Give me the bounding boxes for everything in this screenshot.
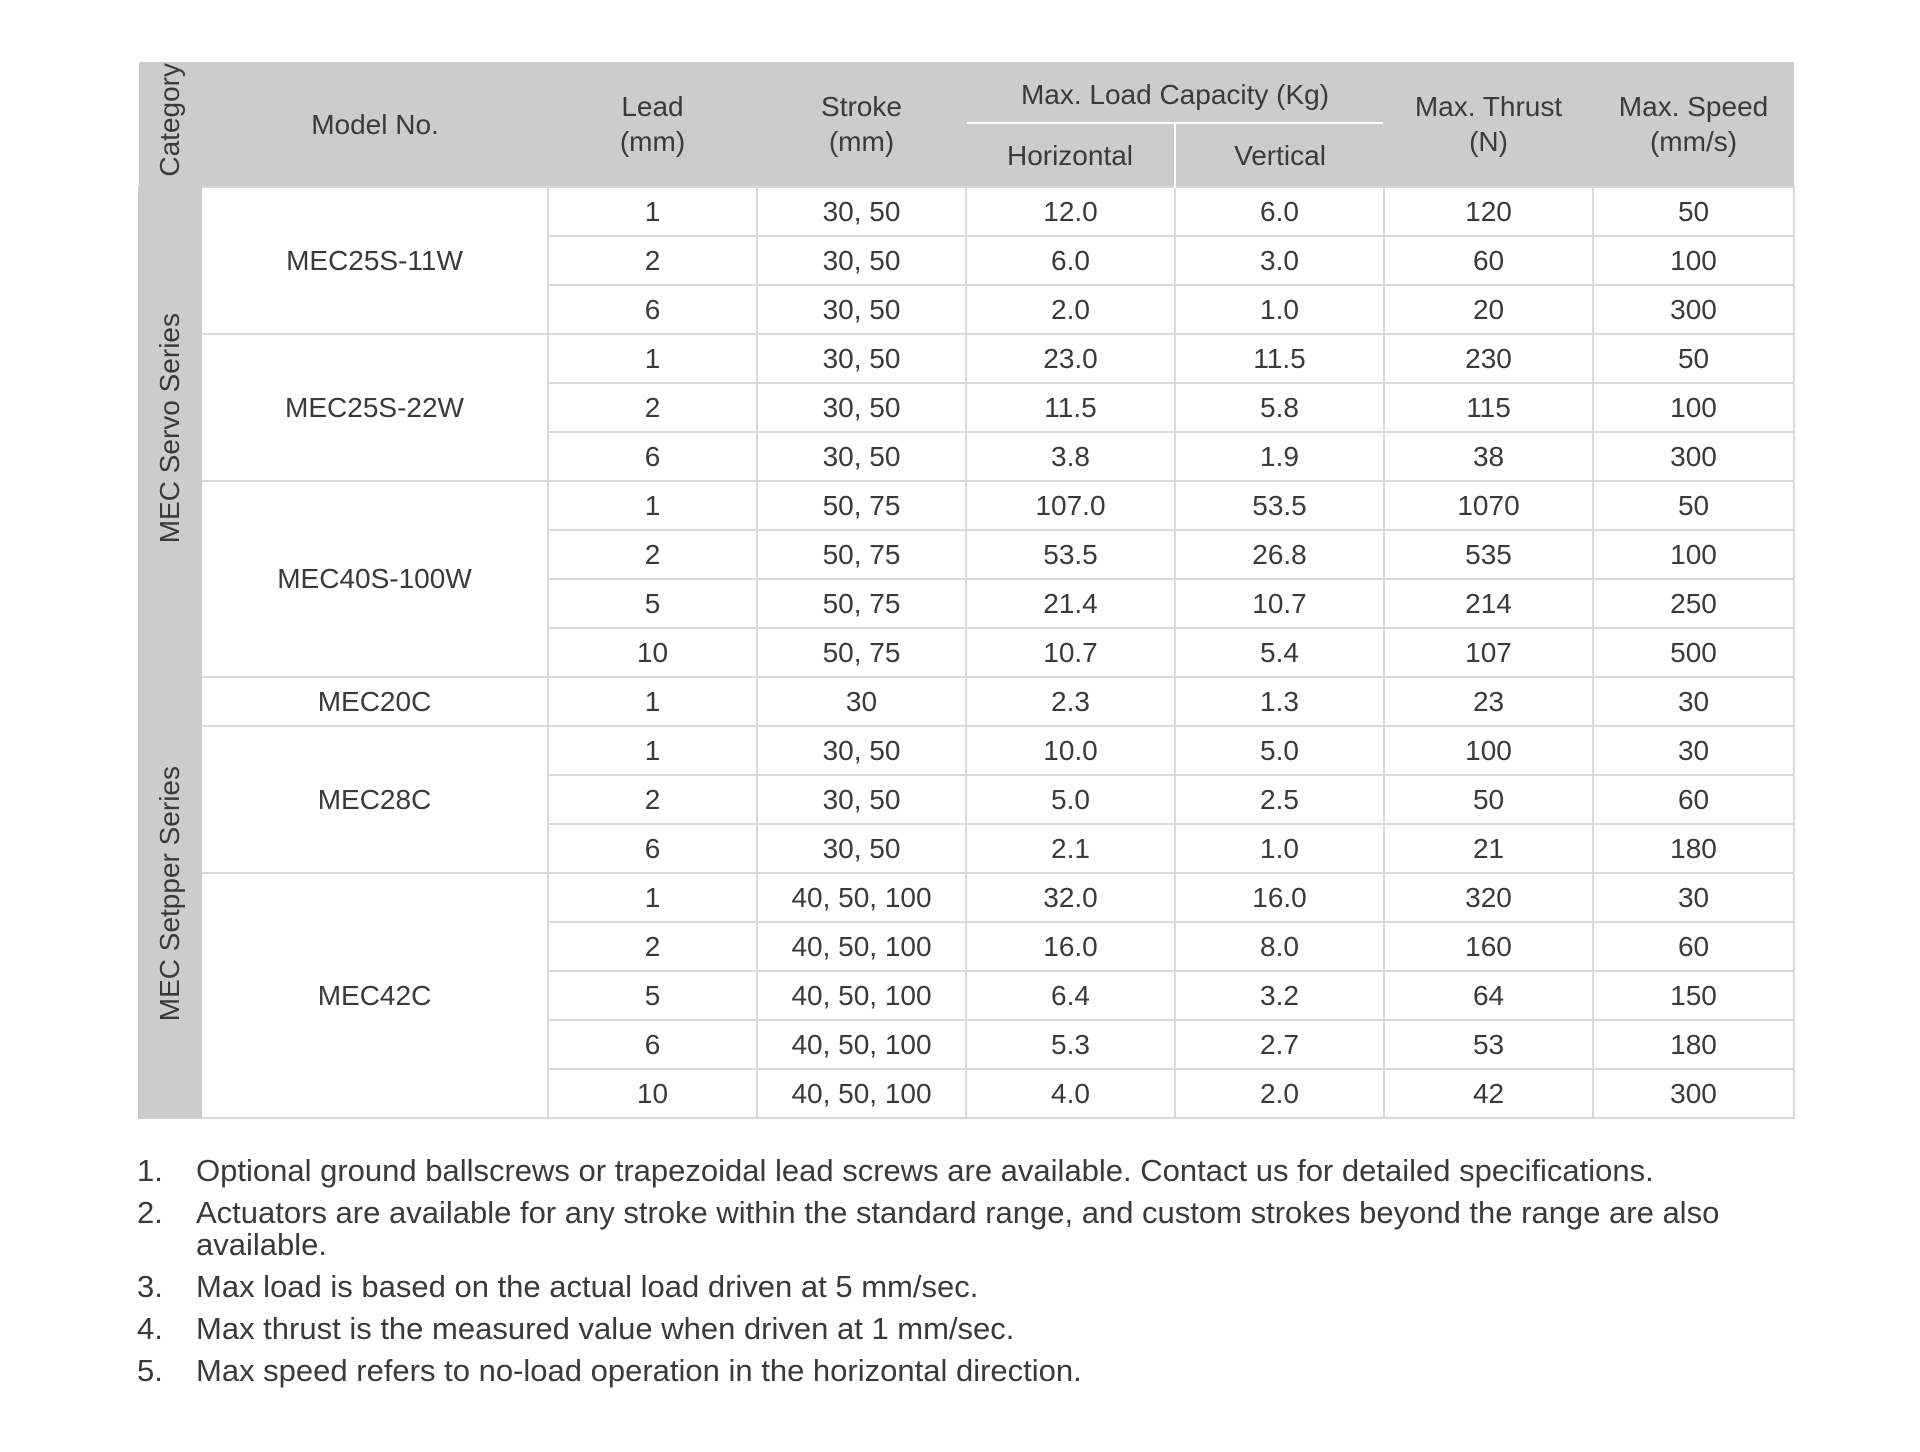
header-model [201, 62, 548, 187]
header-max-thrust [1384, 62, 1593, 187]
table-row [139, 726, 1794, 775]
speed-cell: 50 [1593, 481, 1794, 530]
thrust-cell: 42 [1384, 1069, 1593, 1118]
stroke-cell: 30, 50 [757, 334, 966, 383]
speed-cell: 250 [1593, 579, 1794, 628]
stroke-cell: 40, 50, 100 [757, 873, 966, 922]
header-stroke-label: Stroke (mm) [821, 91, 902, 157]
speed-cell: 300 [1593, 285, 1794, 334]
note-text: Actuators are available for any stroke within the standard range, and custom strokes beyond the range are also available. [196, 1195, 1720, 1262]
stroke-cell: 40, 50, 100 [757, 1020, 966, 1069]
thrust-cell: 214 [1384, 579, 1593, 628]
lead-cell: 6 [548, 1020, 757, 1069]
stroke-cell: 30, 50 [757, 726, 966, 775]
table-row [139, 873, 1794, 922]
horizontal-cell: 2.0 [966, 285, 1175, 334]
vertical-cell: 3.2 [1175, 971, 1384, 1020]
model-cell: MEC42C [201, 873, 548, 1118]
speed-cell: 60 [1593, 775, 1794, 824]
stroke-cell: 30, 50 [757, 285, 966, 334]
speed-cell: 300 [1593, 432, 1794, 481]
stroke-cell: 50, 75 [757, 579, 966, 628]
category-label: MEC Servo Series [154, 313, 185, 544]
header-vertical: Vertical [1175, 124, 1384, 187]
speed-cell: 50 [1593, 334, 1794, 383]
model-cell: MEC28C [201, 726, 548, 873]
lead-cell: 2 [548, 922, 757, 971]
thrust-cell: 115 [1384, 383, 1593, 432]
header-max-speed-label: Max. Speed (mm/s) [1618, 91, 1769, 157]
category-label: MEC Setpper Series [154, 766, 185, 1022]
lead-cell: 1 [548, 873, 757, 922]
horizontal-cell: 32.0 [966, 873, 1175, 922]
lead-cell: 2 [548, 383, 757, 432]
note-text: Max speed refers to no-load operation in the horizontal direction. [196, 1353, 1082, 1388]
header-lead [548, 62, 757, 187]
header-model-label: Model No. [311, 108, 439, 140]
lead-cell: 10 [548, 628, 757, 677]
table-header [139, 62, 1794, 187]
note-number: 1. [137, 1153, 163, 1188]
thrust-cell: 160 [1384, 922, 1593, 971]
speed-cell: 500 [1593, 628, 1794, 677]
vertical-cell: 10.7 [1175, 579, 1384, 628]
thrust-cell: 535 [1384, 530, 1593, 579]
model-cell: MEC20C [201, 677, 548, 726]
note-number: 3. [137, 1269, 163, 1304]
horizontal-cell: 23.0 [966, 334, 1175, 383]
note-text: Max load is based on the actual load driven at 5 mm/sec. [196, 1269, 979, 1304]
thrust-cell: 53 [1384, 1020, 1593, 1069]
lead-cell: 2 [548, 530, 757, 579]
vertical-cell: 53.5 [1175, 481, 1384, 530]
category-cell-servo [139, 187, 201, 677]
note-item [137, 1155, 1797, 1187]
table-body [139, 187, 1794, 1118]
vertical-cell: 1.3 [1175, 677, 1384, 726]
stroke-cell: 30, 50 [757, 383, 966, 432]
stroke-cell: 40, 50, 100 [757, 1069, 966, 1118]
speed-cell: 100 [1593, 236, 1794, 285]
header-max-load [966, 62, 1384, 124]
horizontal-cell: 16.0 [966, 922, 1175, 971]
category-cell-stepper [139, 677, 201, 1118]
horizontal-cell: 10.7 [966, 628, 1175, 677]
note-item [137, 1313, 1797, 1345]
stroke-cell: 30, 50 [757, 187, 966, 236]
thrust-cell: 38 [1384, 432, 1593, 481]
header-max-load-label: Max. Load Capacity (Kg) [967, 77, 1383, 124]
lead-cell: 5 [548, 579, 757, 628]
model-cell: MEC25S-11W [201, 187, 548, 334]
thrust-cell: 1070 [1384, 481, 1593, 530]
note-text: Max thrust is the measured value when driven at 1 mm/sec. [196, 1311, 1015, 1346]
stroke-cell: 50, 75 [757, 530, 966, 579]
vertical-cell: 8.0 [1175, 922, 1384, 971]
lead-cell: 1 [548, 481, 757, 530]
header-category [139, 62, 201, 187]
horizontal-cell: 11.5 [966, 383, 1175, 432]
thrust-cell: 320 [1384, 873, 1593, 922]
thrust-cell: 230 [1384, 334, 1593, 383]
thrust-cell: 20 [1384, 285, 1593, 334]
lead-cell: 1 [548, 726, 757, 775]
lead-cell: 6 [548, 824, 757, 873]
vertical-cell: 1.0 [1175, 285, 1384, 334]
vertical-cell: 1.0 [1175, 824, 1384, 873]
horizontal-cell: 53.5 [966, 530, 1175, 579]
note-number: 4. [137, 1311, 163, 1346]
horizontal-cell: 10.0 [966, 726, 1175, 775]
stroke-cell: 30, 50 [757, 824, 966, 873]
header-max-thrust-label: Max. Thrust (N) [1414, 91, 1563, 157]
table-row [139, 187, 1794, 236]
note-number: 2. [137, 1195, 163, 1230]
speed-cell: 300 [1593, 1069, 1794, 1118]
vertical-cell: 1.9 [1175, 432, 1384, 481]
horizontal-cell: 2.3 [966, 677, 1175, 726]
vertical-cell: 5.4 [1175, 628, 1384, 677]
horizontal-cell: 6.4 [966, 971, 1175, 1020]
note-number: 5. [137, 1353, 163, 1388]
lead-cell: 2 [548, 775, 757, 824]
stroke-cell: 50, 75 [757, 481, 966, 530]
vertical-cell: 2.7 [1175, 1020, 1384, 1069]
thrust-cell: 60 [1384, 236, 1593, 285]
table-row [139, 677, 1794, 726]
vertical-cell: 2.5 [1175, 775, 1384, 824]
note-item [137, 1197, 1797, 1261]
lead-cell: 5 [548, 971, 757, 1020]
stroke-cell: 30, 50 [757, 775, 966, 824]
stroke-cell: 40, 50, 100 [757, 971, 966, 1020]
thrust-cell: 64 [1384, 971, 1593, 1020]
thrust-cell: 50 [1384, 775, 1593, 824]
speed-cell: 150 [1593, 971, 1794, 1020]
stroke-cell: 30, 50 [757, 236, 966, 285]
horizontal-cell: 4.0 [966, 1069, 1175, 1118]
vertical-cell: 5.8 [1175, 383, 1384, 432]
horizontal-cell: 5.3 [966, 1020, 1175, 1069]
lead-cell: 10 [548, 1069, 757, 1118]
vertical-cell: 26.8 [1175, 530, 1384, 579]
vertical-cell: 3.0 [1175, 236, 1384, 285]
horizontal-cell: 107.0 [966, 481, 1175, 530]
header-stroke [757, 62, 966, 187]
speed-cell: 30 [1593, 873, 1794, 922]
model-cell: MEC25S-22W [201, 334, 548, 481]
thrust-cell: 23 [1384, 677, 1593, 726]
stroke-cell: 50, 75 [757, 628, 966, 677]
speed-cell: 50 [1593, 187, 1794, 236]
thrust-cell: 21 [1384, 824, 1593, 873]
model-cell: MEC40S-100W [201, 481, 548, 677]
lead-cell: 2 [548, 236, 757, 285]
header-category-label: Category [154, 63, 185, 177]
lead-cell: 1 [548, 677, 757, 726]
horizontal-cell: 6.0 [966, 236, 1175, 285]
lead-cell: 6 [548, 432, 757, 481]
vertical-cell: 2.0 [1175, 1069, 1384, 1118]
table-row [139, 334, 1794, 383]
speed-cell: 180 [1593, 1020, 1794, 1069]
vertical-cell: 11.5 [1175, 334, 1384, 383]
lead-cell: 1 [548, 187, 757, 236]
header-max-speed [1593, 62, 1794, 187]
vertical-cell: 16.0 [1175, 873, 1384, 922]
stroke-cell: 40, 50, 100 [757, 922, 966, 971]
stroke-cell: 30, 50 [757, 432, 966, 481]
speed-cell: 30 [1593, 726, 1794, 775]
thrust-cell: 120 [1384, 187, 1593, 236]
horizontal-cell: 2.1 [966, 824, 1175, 873]
speed-cell: 60 [1593, 922, 1794, 971]
table-row [139, 481, 1794, 530]
speed-cell: 100 [1593, 383, 1794, 432]
note-item [137, 1355, 1797, 1387]
speed-cell: 30 [1593, 677, 1794, 726]
vertical-cell: 5.0 [1175, 726, 1384, 775]
thrust-cell: 107 [1384, 628, 1593, 677]
lead-cell: 6 [548, 285, 757, 334]
stroke-cell: 30 [757, 677, 966, 726]
spec-table [138, 62, 1795, 1119]
horizontal-cell: 3.8 [966, 432, 1175, 481]
vertical-cell: 6.0 [1175, 187, 1384, 236]
header-lead-label: Lead (mm) [619, 91, 686, 157]
header-horizontal: Horizontal [966, 124, 1175, 187]
notes-list [137, 1155, 1797, 1397]
note-text: Optional ground ballscrews or trapezoidal lead screws are available. Contact us for detailed specifications. [196, 1153, 1654, 1188]
note-item [137, 1271, 1797, 1303]
horizontal-cell: 5.0 [966, 775, 1175, 824]
horizontal-cell: 12.0 [966, 187, 1175, 236]
thrust-cell: 100 [1384, 726, 1593, 775]
lead-cell: 1 [548, 334, 757, 383]
horizontal-cell: 21.4 [966, 579, 1175, 628]
speed-cell: 180 [1593, 824, 1794, 873]
speed-cell: 100 [1593, 530, 1794, 579]
